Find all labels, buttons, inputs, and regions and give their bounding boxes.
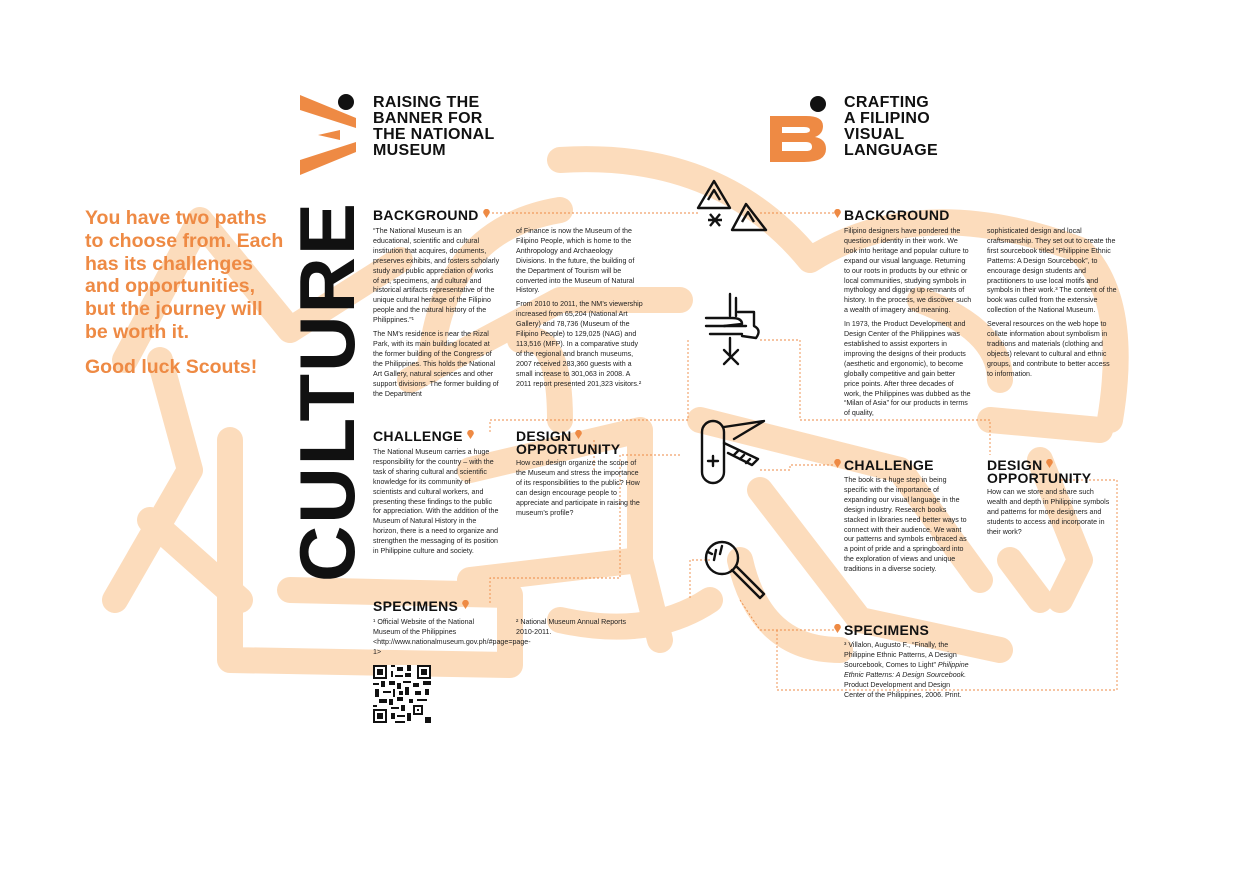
- section-b-letter: [770, 96, 830, 166]
- section-a-background-heading: BACKGROUND: [373, 209, 490, 222]
- section-a-challenge-heading: CHALLENGE: [373, 430, 474, 443]
- section-b-challenge-text: The book is a huge step in being specific with the importance of expanding our visual language in the design industry. Research books stacked in libraries need better ways to connect with their audience. We want our patterns and symbols embraced as a point of pride and a springboard into the exploration of views and unique traditions in a diverse society.: [844, 476, 967, 574]
- section-a-design-opportunity-heading: DESIGN OPPORTUNITY: [516, 428, 621, 457]
- location-pin-icon: [467, 430, 474, 439]
- section-a-specimens-ref1: ¹ Official Website of the National Museum of the Philippines <http://www.nationalmuseum.gov.ph/#page=page-1>: [373, 618, 531, 656]
- section-b-background-col1: Filipino designers have pondered the question of identity in their work. We look into heritage and popular culture to expand our visual language. Returning to our roots in products by our ethnic or local communities, studying symbols in mythology and digging up remnants of history. In the process, we discover such a wealth of imagery and meaning. In 1973, the Product Development and Design Center of the Philippines was established to assist exporters in improving the designs of their products (aesthetic and ergonomic), to become globally competitive and gain better price points. After three decades of work, the Philippines was dubbed as the “Milan of Asia” for our products in terms of quality,: [844, 227, 972, 418]
- letter-a-graphic: [300, 90, 356, 180]
- qr-code-icon[interactable]: [373, 665, 431, 723]
- section-a-background-col1: “The National Museum is an educational, scientific and cultural institution that acquires, documents, preserves exhibits, and fosters scholarly study and public appreciation of works of art, specimens, and cultural and historical artifacts representative of the unique cultural heritage of the Filipino people and the natural history of the Philippines.”¹ The NM’s residence is near the Rizal Park, with its main building located at the former building of the Congress of the Philippines. This holds the National Art Gallery, natural sciences and other support divisions. The former building of the Department: [373, 227, 500, 398]
- intro-text: [85, 207, 285, 391]
- section-b-background-col2: sophisticated design and local craftsmanship. They set out to create the first sourcebook titled “Philippine Ethnic Patterns: A Design Sourcebook”, to encourage design students and practitioners to use local motifs and symbols in their work.³ The content of the book was culled from the extensive collection of the National Museum. Several resources on the web hope to collate information about symbolism in traditions and materials (clothing and objects) relevant to cultural and ethnic groups, and contribute to better access to information.: [987, 227, 1117, 378]
- location-pin-icon: [1046, 459, 1053, 468]
- section-b-design-opportunity-heading: DESIGN OPPORTUNITY: [987, 457, 1092, 486]
- section-b-specimens-ref: ³ Villalon, Augusto F., “Finally, the Philippine Ethnic Patterns, A Design Sourcebook, Comes to Light” Philippine Ethnic Patterns: A Design Sourcebook. Product Development and Design Center of the Philippines, 2006. Print.: [844, 641, 969, 699]
- section-a-title: RAISING THE BANNER FOR THE NATIONAL MUSEUM: [373, 94, 495, 159]
- section-a-letter: [300, 90, 356, 180]
- location-pin-icon: [575, 430, 582, 439]
- location-pin-icon: [462, 600, 469, 609]
- section-a-specimens-heading: SPECIMENS: [373, 600, 469, 613]
- letter-b-graphic: [770, 96, 830, 166]
- section-a-specimens-ref2: ² National Museum Annual Reports 2010-2011.: [516, 618, 627, 636]
- section-b-design-opportunity-text: How can we store and share such wealth and depth in Philippine symbols and patterns for more designers and students to access and incorporate in their work?: [987, 488, 1110, 536]
- location-pin-icon: [834, 624, 841, 633]
- location-pin-icon: [834, 209, 841, 218]
- intro-paragraph: You have two paths to choose from. Each has its challenges and opportunities, but the journey will be worth it.: [85, 207, 284, 343]
- mountain-tents-icon: [696, 178, 768, 232]
- intro-signoff: Good luck Scouts!: [85, 355, 258, 378]
- hands-symbol-icon: [702, 292, 768, 366]
- magnifying-glass-icon: [702, 538, 768, 604]
- section-a-design-opportunity-text: How can design organize the scope of the Museum and stress the importance of its responsibilities to the public? How can design encourage people to appreciate and participate in raising the museum’s profile?: [516, 459, 640, 517]
- pocket-knife-icon: [698, 413, 768, 487]
- location-pin-icon: [483, 209, 490, 218]
- section-a-challenge-text: The National Museum carries a huge responsibility for the country – with the task of sharing cultural and scientific knowledge for its community of scientists and cultural workers, and presenting these findings to the public for appreciation. With the addition of the Museum of Natural History in the horizon, there is a need to organize and strengthen the messaging of its position in Philippine culture and society.: [373, 448, 499, 556]
- section-b-challenge-heading: CHALLENGE: [834, 459, 934, 472]
- location-pin-icon: [834, 459, 841, 468]
- section-a-background-col2: of Finance is now the Museum of the Filipino People, which is home to the Anthropology and Archaeology Divisions. In the future, the building of the Department of Tourism will be converted into the Museum of Natural History. From 2010 to 2011, the NM’s viewership increased from 65,204 (National Art Gallery) and 78,736 (Museum of the Filipino People) to 129,025 (NAG) and 113,516 (MFP). In a comparative study of the regional and branch museums, 2007 received 283,360 guests with a small increase to 301,063 in 2008. A 2011 report presented 201,323 visitors.²: [516, 227, 643, 388]
- section-b-title: CRAFTING A FILIPINO VISUAL LANGUAGE: [844, 94, 938, 159]
- section-b-specimens-heading: SPECIMENS: [834, 624, 929, 637]
- section-b-background-heading: BACKGROUND: [834, 209, 950, 222]
